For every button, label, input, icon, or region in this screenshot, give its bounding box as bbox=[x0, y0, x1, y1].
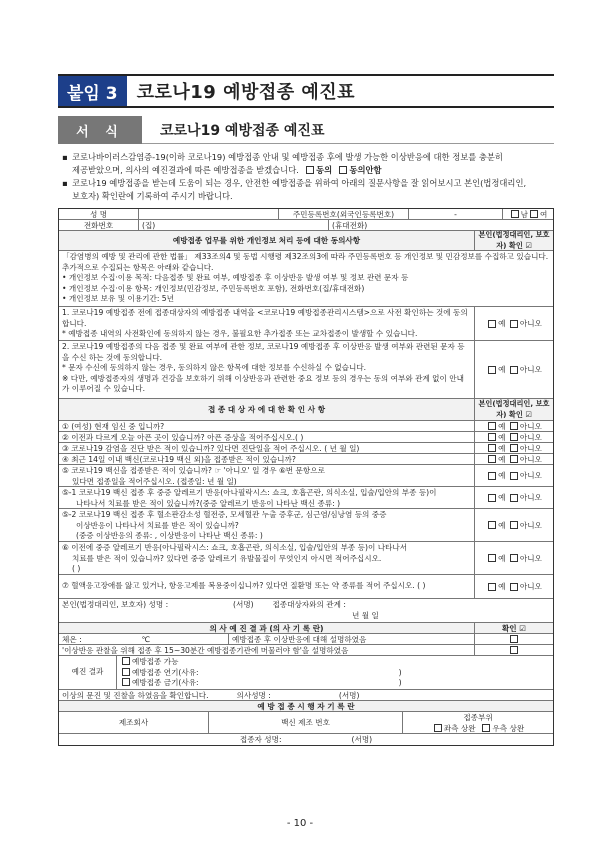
question-5-2-detail: (중증 이상반응의 종류: , 이상반응이 나타난 백신 종류: ) bbox=[76, 531, 263, 540]
site-field bbox=[403, 712, 553, 733]
question-row bbox=[59, 421, 553, 432]
consent-law-row bbox=[59, 251, 553, 307]
question-6-text2: 치료를 받은 적이 있습니까? 있다면 중증 알레르기 유발물질이 무엇인지 아시면 적어주십시오. bbox=[72, 553, 382, 563]
left-arm-checkbox[interactable] bbox=[434, 724, 442, 732]
consent-heading: 예방접종 업무를 위한 개인정보 처리 등에 대한 동의사항 bbox=[59, 231, 475, 250]
consent-law bbox=[59, 251, 553, 306]
screening-form bbox=[58, 208, 554, 746]
relation-label: 접종대상자와의 관계 : bbox=[272, 600, 346, 609]
doctor-sign-row bbox=[59, 690, 553, 701]
question-3-answer[interactable] bbox=[475, 443, 553, 453]
question-5-2-answer[interactable] bbox=[475, 509, 553, 541]
no-label: 아니오 bbox=[519, 365, 542, 374]
yes-label: 예 bbox=[498, 582, 506, 591]
left-arm-label: 좌측 상완 bbox=[443, 723, 476, 733]
record-heading: 예 방 접 종 시 행 자 기 록 란 bbox=[257, 701, 355, 711]
agree-label: 동의 bbox=[316, 164, 333, 175]
notice-text: 보호자) 확인란에 기록하여 주시기 바랍니다. bbox=[72, 190, 233, 201]
page-number: - 10 - bbox=[286, 818, 314, 829]
question-row bbox=[59, 509, 553, 542]
yes-label: 예 bbox=[498, 553, 506, 563]
consent-item-1-text bbox=[59, 307, 475, 340]
question-row bbox=[59, 443, 553, 454]
lot-label: 백신 제조 번호 bbox=[209, 712, 403, 733]
form-tag: 서 식 bbox=[58, 116, 142, 144]
name-label: 성 명 bbox=[59, 209, 139, 219]
agree-checkbox[interactable] bbox=[306, 166, 314, 174]
female-label: 여 bbox=[540, 209, 548, 219]
observe-checkbox[interactable] bbox=[475, 645, 553, 655]
signature-date: 년 월 일 bbox=[352, 610, 379, 620]
question-5 bbox=[59, 465, 475, 486]
yes-label: 예 bbox=[498, 493, 506, 502]
result-option-postpone[interactable] bbox=[120, 668, 550, 679]
question-5-2-text: ⑤-2 코로나19 백신 접종 후 혈소판감소성 혈전증, 모세혈관 누출 증후군, 심근염/심낭염 등의 중증 bbox=[62, 510, 387, 519]
home-phone-field[interactable] bbox=[139, 220, 329, 230]
doctor-name-label: 의사성명 : bbox=[236, 690, 271, 700]
question-row bbox=[59, 432, 553, 443]
rrn-field[interactable] bbox=[409, 209, 503, 219]
consent-item-1-note: * 예방접종 내역의 사전확인에 동의하지 않는 경우, 불필요한 추가접종 또는 교차접종이 발생할 수 있습니다. bbox=[62, 329, 418, 338]
question-2-answer[interactable] bbox=[475, 432, 553, 442]
record-columns-row bbox=[59, 712, 553, 734]
no-label: 아니오 bbox=[519, 520, 542, 530]
consent-item-1 bbox=[59, 307, 553, 341]
question-7: ⑦ 혈액응고장애를 앓고 있거나, 항응고제를 복용중이십니까? 있다면 질환명 또는 약 종류를 적어 주십시오. ( ) bbox=[59, 575, 475, 598]
temperature-unit: ℃ bbox=[141, 634, 151, 644]
question-5-date: 있다면 접종일을 적어주십시오. (접종일: 년 월 일) bbox=[72, 476, 237, 486]
question-7-answer[interactable] bbox=[475, 575, 553, 598]
no-label: 아니오 bbox=[519, 432, 542, 442]
question-6-detail: ( ) bbox=[72, 564, 81, 573]
question-5-2 bbox=[59, 509, 475, 541]
doctor-confirm-header: 확인 ☑ bbox=[501, 623, 527, 633]
explain-checkbox[interactable] bbox=[475, 634, 553, 644]
name-field[interactable] bbox=[139, 209, 279, 219]
temperature-row bbox=[59, 634, 553, 645]
question-row bbox=[59, 487, 553, 509]
vaccinator-row bbox=[59, 734, 553, 745]
notice-text: 코로나19 예방접종을 받는데 도움이 되는 경우, 안전한 예방접종을 위하여 아래의 질문사항을 잘 읽어보시고 본인(법정대리인, bbox=[72, 178, 527, 188]
disagree-label: 동의안함 bbox=[349, 164, 382, 175]
male-label: 남 bbox=[520, 209, 528, 219]
consent-period: • 개인정보 보유 및 이용기간: 5년 bbox=[62, 294, 174, 303]
doctor-confirm-text: 이상의 문진 및 진찰을 하였음을 확인합니다. bbox=[62, 690, 209, 700]
consent-purpose: • 개인정보 수집·이용 목적: 다음접종 및 완료 여부, 예방접종 후 이상반응 발생 여부 및 정보 관련 문자 등 bbox=[62, 273, 409, 282]
consent-items: • 개인정보 수집·이용 항목: 개인정보(민감정보, 주민등록번호 포함), 전화번호(집/휴대전화) bbox=[62, 283, 365, 293]
signature-row bbox=[59, 599, 553, 623]
rrn-label: 주민등록번호(외국인등록번호) bbox=[279, 209, 409, 219]
disagree-checkbox[interactable] bbox=[339, 166, 347, 174]
result-row bbox=[59, 656, 553, 690]
question-6 bbox=[59, 542, 475, 574]
observe-text: '이상반응 관찰을 위해 접종 후 15~30분간 예방접종기관에 머물러야 함'을 설명하였음 bbox=[59, 645, 475, 655]
no-label: 아니오 bbox=[519, 319, 542, 328]
consent-item-2-answer[interactable] bbox=[475, 341, 553, 398]
no-label: 아니오 bbox=[519, 443, 542, 453]
consent-item-2-note: * 문자 수신에 동의하지 않는 경우, 동의하지 않은 항목에 대한 정보를 수신하실 수 없습니다. bbox=[62, 363, 367, 372]
notice-box bbox=[60, 151, 552, 203]
home-phone-label: (집) bbox=[142, 220, 156, 230]
identity-row bbox=[59, 209, 553, 220]
consent-confirm-header: 본인(법정대리인, 보호자) 확인 ☑ bbox=[478, 230, 550, 250]
consent-item-1-body: 1. 코로나19 예방접종 전에 접종대상자의 예방접종 내역을 <코로나19 예방접종관리시스템>으로 사전 확인하는 것에 동의합니다. bbox=[62, 308, 468, 328]
maker-label: 제조회사 bbox=[59, 712, 209, 733]
question-row bbox=[59, 465, 553, 487]
yes-label: 예 bbox=[498, 443, 506, 453]
result-label: 예진 결과 bbox=[59, 656, 117, 689]
site-label: 접종부위 bbox=[463, 713, 493, 722]
questions-heading: 접 종 대 상 자 에 대 한 확 인 사 항 bbox=[59, 399, 475, 420]
close-paren: ) bbox=[398, 678, 402, 687]
result-option-label: 예방접종 가능 bbox=[132, 657, 179, 666]
notice-text: 제공받았으며, 의사의 예진결과에 따른 예방접종을 받겠습니다. bbox=[72, 164, 299, 175]
mobile-phone-label: (휴대전화) bbox=[332, 220, 368, 230]
rrn-dash: - bbox=[454, 209, 457, 219]
question-row bbox=[59, 542, 553, 575]
result-option-label: 예방접종 연기(사유: bbox=[132, 667, 199, 677]
question-5-text: ⑤ 코로나19 백신을 접종받은 적이 있습니까? ☞ '아니오' 일 경우 ⑥번 문항으로 bbox=[62, 466, 325, 475]
guardian-label: 본인(법정대리인, 보호자) 성명 : bbox=[62, 600, 169, 609]
result-option-contraindicated[interactable] bbox=[120, 678, 550, 689]
doctor-sign-block[interactable] bbox=[59, 690, 553, 700]
yes-label: 예 bbox=[498, 520, 506, 530]
record-heading-row bbox=[59, 701, 553, 712]
no-label: 아니오 bbox=[519, 454, 542, 464]
yes-label: 예 bbox=[498, 365, 506, 374]
temperature-field[interactable] bbox=[59, 634, 229, 644]
no-label: 아니오 bbox=[519, 471, 542, 480]
consent-item-2-body: 2. 코로나19 예방접종의 다음 접종 및 완료 여부에 관한 정보, 코로나19 예방접종 후 이상반응 발생 여부와 관련된 문자 등을 수신 하는 것에 동의합니다. bbox=[62, 342, 465, 362]
question-4: ④ 최근 14일 이내 백신(코로나19 백신 외)을 접종받은 적이 있습니까? bbox=[59, 454, 475, 464]
mobile-phone-field[interactable] bbox=[329, 220, 553, 230]
yes-label: 예 bbox=[498, 454, 506, 464]
doctor-heading-row bbox=[59, 623, 553, 634]
result-option-label: 예방접종 금기(사유: bbox=[132, 678, 199, 687]
right-arm-label: 우측 상완 bbox=[492, 723, 525, 733]
vaccinator-label: 접종자 성명: bbox=[239, 735, 282, 744]
vaccinator-sign: (서명) bbox=[351, 735, 373, 744]
question-5-1 bbox=[59, 487, 475, 508]
signature-block[interactable] bbox=[59, 599, 553, 622]
consent-law-text: 「감염병의 예방 및 관리에 관한 법률」 제33조의4 및 동법 시행령 제32조의3에 따라 주민등록번호 등 개인정보 및 민감정보를 수집하고 있습니다. 추가적으로 수집되는 항목은 아래와 같습니다. bbox=[62, 252, 549, 272]
question-5-1-text: ⑤-1 코로나19 백신 접종 후 중증 알레르기 반응(아나필락시스: 쇼크, 호흡곤란, 의식소실, 입술/입안의 부종 등)이 bbox=[62, 488, 437, 497]
question-6-answer[interactable] bbox=[475, 542, 553, 574]
question-5-answer[interactable] bbox=[475, 465, 553, 486]
gender-field[interactable] bbox=[503, 209, 553, 219]
consent-item-1-answer[interactable] bbox=[475, 307, 553, 340]
no-label: 아니오 bbox=[519, 493, 542, 502]
yes-label: 예 bbox=[498, 471, 506, 480]
question-4-answer[interactable] bbox=[475, 454, 553, 464]
yes-label: 예 bbox=[498, 432, 506, 442]
question-1-answer[interactable] bbox=[475, 421, 553, 431]
notice-item bbox=[60, 151, 552, 176]
consent-item-2-text bbox=[59, 341, 475, 398]
form-title: 코로나19 예방접종 예진표 bbox=[160, 123, 325, 139]
question-1: ① (여성) 현재 임신 중 입니까? bbox=[59, 421, 475, 431]
consent-heading-row bbox=[59, 231, 553, 251]
yes-label: 예 bbox=[498, 421, 506, 431]
no-label: 아니오 bbox=[519, 421, 542, 431]
question-6-text: ⑥ 이전에 중증 알레르기 반응(아나필락시스: 쇼크, 호흡곤란, 의식소실, 입술/입안의 부종 등)이 나타나서 bbox=[62, 543, 408, 552]
result-options bbox=[117, 656, 553, 689]
phone-label: 전화번호 bbox=[59, 220, 139, 230]
question-3: ③ 코로나19 감염을 진단 받은 적이 있습니까? 있다면 진단일을 적어 주십시오. ( 년 월 일) bbox=[59, 443, 475, 453]
document-title-bar bbox=[58, 74, 554, 108]
questions-confirm-header: 본인(법정대리인, 보호자) 확인 ☑ bbox=[478, 399, 550, 419]
question-2: ② 이전과 다르게 오늘 아픈 곳이 있습니까? 아픈 증상을 적어주십시오.( ) bbox=[59, 432, 475, 442]
close-paren: ) bbox=[398, 667, 402, 677]
consent-item-2-note2: ※ 다만, 예방접종자의 생명과 건강을 보호하기 위해 이상반응과 관련한 중요 정보 등의 경우는 동의 여부와 관계 없이 안내가 이루어질 수 있습니다. bbox=[62, 373, 464, 393]
vaccinator-sign-block[interactable] bbox=[59, 734, 553, 745]
temperature-label: 체온 : bbox=[62, 634, 82, 644]
guardian-sign: (서명) bbox=[233, 600, 254, 609]
question-5-1-answer[interactable] bbox=[475, 487, 553, 508]
doctor-heading: 의 사 예 진 결 과 (의 사 기 록 란) bbox=[59, 623, 475, 633]
right-arm-checkbox[interactable] bbox=[482, 724, 490, 732]
notice-text: 코로나바이러스감염증-19(이하 코로나19) 예방접종 안내 및 예방접종 후에 발생 가능한 이상반응에 대한 정보를 충분히 bbox=[72, 152, 503, 162]
question-row bbox=[59, 454, 553, 465]
question-5-1-detail: 나타나서 치료를 받은 적이 있습니까?(중증 알레르기 반응이 나타난 백신 종류: ) bbox=[76, 498, 341, 508]
yes-label: 예 bbox=[498, 319, 506, 328]
result-option-possible[interactable] bbox=[120, 657, 550, 668]
question-row bbox=[59, 575, 553, 599]
observe-row bbox=[59, 645, 553, 656]
consent-item-2 bbox=[59, 341, 553, 399]
notice-item bbox=[60, 177, 552, 202]
document-title: 코로나19 예방접종 예진표 bbox=[136, 82, 356, 103]
form-header bbox=[58, 116, 554, 144]
appendix-badge: 붙임 3 bbox=[58, 76, 127, 106]
explain-text: 예방접종 후 이상반응에 대해 설명하였음 bbox=[229, 634, 475, 644]
questions-heading-row bbox=[59, 399, 553, 421]
doctor-sign: (서명) bbox=[338, 690, 360, 700]
no-label: 아니오 bbox=[519, 553, 542, 563]
question-5-2-text2: 이상반응이 나타나서 치료를 받은 적이 있습니까? bbox=[76, 520, 239, 530]
no-label: 아니오 bbox=[519, 582, 542, 591]
